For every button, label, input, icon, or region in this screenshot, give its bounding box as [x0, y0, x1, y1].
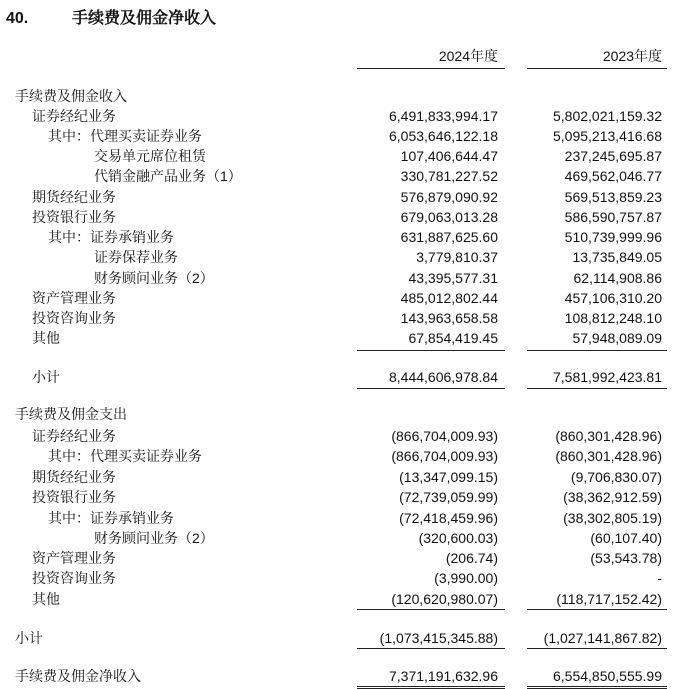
value-2024: 330,781,227.52 [400, 168, 498, 184]
value-2023: 57,948,089.09 [572, 330, 662, 346]
value-2024: (206.74) [445, 550, 498, 566]
value-2023: 5,095,213,416.68 [553, 128, 662, 144]
table-row [0, 548, 700, 568]
value-2023: (860,301,428.96) [555, 428, 662, 444]
row-label: 证券保荐业务 [94, 249, 178, 265]
value-2023: 62,114,908.86 [573, 270, 662, 286]
value-2024: 7,371,191,632.96 [389, 668, 498, 684]
value-2024: 679,063,013.28 [400, 209, 498, 225]
table-row [0, 528, 700, 548]
table-row [0, 227, 700, 247]
table-row [0, 106, 700, 126]
table-row [0, 207, 700, 227]
row-label: 手续费及佣金净收入 [15, 668, 141, 684]
column-header-2023: 2023年度 [602, 48, 662, 64]
header-rule-2023 [527, 68, 667, 69]
row-label: 资产管理业务 [32, 290, 116, 306]
value-2023: 469,562,046.77 [564, 168, 662, 184]
row-label: 期货经纪业务 [32, 469, 116, 485]
row-label: 期货经纪业务 [32, 189, 116, 205]
value-2024: (72,739,059.99) [399, 489, 498, 505]
row-label: 其中：代理买卖证券业务 [48, 448, 202, 464]
expense-subtotal-rule-2023 [527, 648, 667, 649]
value-2023: (9,706,830.07) [570, 469, 662, 485]
value-2023: 237,245,695.87 [564, 148, 662, 164]
value-2023: 586,590,757.87 [564, 209, 662, 225]
table-row [0, 328, 700, 348]
table-row [0, 247, 700, 267]
value-2024: (72,418,459.96) [399, 510, 498, 526]
value-2023: (38,302,805.19) [563, 510, 662, 526]
table-row [0, 288, 700, 308]
value-2024: 6,491,833,994.17 [389, 108, 498, 124]
value-2024: 485,012,802.44 [400, 290, 498, 306]
row-label: 其他 [32, 330, 60, 346]
section-heading-income [0, 86, 700, 106]
row-label: 财务顾问业务（2） [94, 270, 214, 286]
value-2023: (53,543.78) [590, 550, 662, 566]
value-2024: (866,704,009.93) [391, 428, 498, 444]
subtotal-row-income [0, 367, 700, 387]
value-2024: 8,444,606,978.84 [389, 369, 498, 385]
value-2024: 43,395,577.31 [408, 270, 498, 286]
row-label: 投资咨询业务 [32, 570, 116, 586]
table-row [0, 508, 700, 528]
row-label: 手续费及佣金支出 [15, 406, 127, 422]
row-label: 其中：证券承销业务 [48, 229, 174, 245]
expense-total-rule-2024 [357, 609, 505, 610]
value-2024: 6,053,646,122.18 [389, 128, 498, 144]
value-2024: (866,704,009.93) [391, 448, 498, 464]
row-label: 手续费及佣金收入 [15, 88, 127, 104]
row-label: 资产管理业务 [32, 550, 116, 566]
table-row [0, 426, 700, 446]
value-2023: - [657, 570, 662, 586]
table-row [0, 467, 700, 487]
value-2024: 143,963,658.58 [400, 310, 498, 326]
expense-total-rule-2023 [527, 609, 667, 610]
income-total-rule-2023 [527, 350, 667, 351]
table-row [0, 487, 700, 507]
table-row [0, 126, 700, 146]
section-heading-expense [0, 404, 700, 424]
row-label: 小计 [32, 369, 60, 385]
value-2023: 6,554,850,555.99 [553, 668, 662, 684]
value-2023: (38,362,912.59) [563, 489, 662, 505]
table-row [0, 446, 700, 466]
subtotal-row-expense [0, 628, 700, 648]
income-total-rule-2024 [357, 350, 505, 351]
table-row [0, 187, 700, 207]
row-label: 投资咨询业务 [32, 310, 116, 326]
row-label: 证券经纪业务 [32, 428, 116, 444]
value-2023: 457,106,310.20 [564, 290, 662, 306]
table-row [0, 308, 700, 328]
table-row [0, 268, 700, 288]
value-2023: 7,581,992,423.81 [553, 369, 662, 385]
value-2023: 510,739,999.96 [564, 229, 662, 245]
table-row [0, 166, 700, 186]
row-label: 小计 [15, 630, 43, 646]
table-row [0, 146, 700, 166]
row-label: 交易单元席位租赁 [94, 148, 206, 164]
note-heading: 手续费及佣金净收入 [72, 10, 217, 27]
column-header-2024: 2024年度 [438, 48, 498, 64]
table-row [0, 568, 700, 588]
row-label: 代销金融产品业务（1） [94, 168, 242, 184]
row-label: 其中：证券承销业务 [48, 510, 174, 526]
row-label: 其他 [32, 591, 60, 607]
value-2024: (320,600.03) [418, 530, 498, 546]
row-label: 其中：代理买卖证券业务 [48, 128, 202, 144]
value-2023: (1,027,141,867.82) [543, 630, 662, 646]
value-2023: 569,513,859.23 [564, 189, 662, 205]
value-2024: 67,854,419.45 [408, 330, 498, 346]
header-rule-2024 [357, 68, 505, 69]
value-2024: 576,879,090.92 [400, 189, 498, 205]
income-subtotal-rule-2023 [527, 388, 667, 389]
table-row [0, 589, 700, 609]
income-subtotal-rule-2024 [357, 388, 505, 389]
value-2023: 108,812,248.10 [564, 310, 662, 326]
value-2024: 3,779,810.37 [416, 249, 498, 265]
value-2024: (120,620,980.07) [391, 591, 498, 607]
row-label: 财务顾问业务（2） [94, 530, 214, 546]
value-2024: 631,887,625.60 [400, 229, 498, 245]
value-2023: 5,802,021,159.32 [553, 108, 662, 124]
value-2023: (860,301,428.96) [555, 448, 662, 464]
row-label: 证券经纪业务 [32, 108, 116, 124]
value-2023: 13,735,849.05 [572, 249, 662, 265]
value-2023: (60,107.40) [590, 530, 662, 546]
value-2024: 107,406,644.47 [400, 148, 498, 164]
value-2023: (118,717,152.42) [556, 591, 662, 607]
row-label: 投资银行业务 [32, 209, 116, 225]
expense-subtotal-rule-2024 [357, 648, 505, 649]
value-2024: (13,347,099.15) [399, 469, 498, 485]
note-title [6, 5, 216, 28]
row-label: 投资银行业务 [32, 489, 116, 505]
note-number: 40. [6, 10, 29, 27]
value-2024: (3,990.00) [434, 570, 498, 586]
value-2024: (1,073,415,345.88) [379, 630, 498, 646]
net-income-row [0, 666, 700, 686]
